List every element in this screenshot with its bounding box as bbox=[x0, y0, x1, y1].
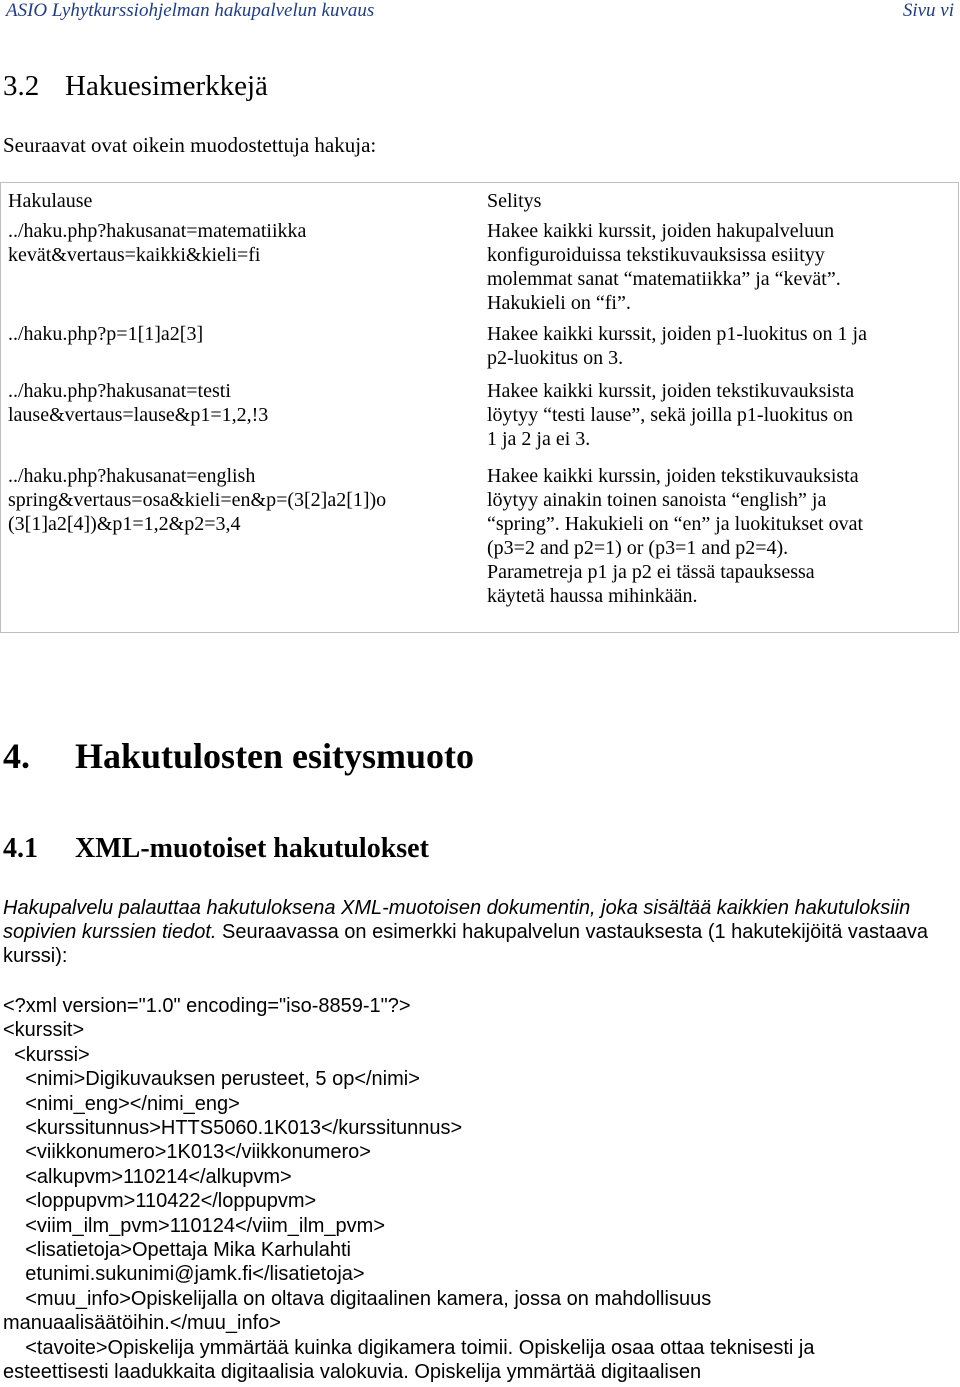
xml-line: <kurssitunnus>HTTS5060.1K013</kurssitunnus> bbox=[3, 1117, 463, 1140]
xml-line: <kurssi> bbox=[3, 1043, 90, 1066]
examples-table bbox=[0, 182, 959, 633]
section-title: XML-muotoiset hakutulokset bbox=[75, 833, 429, 864]
section-number: 3.2 bbox=[3, 70, 40, 102]
xml-line: <viikkonumero>1K013</viikkonumero> bbox=[3, 1141, 371, 1164]
xml-line: manuaalisäätöihin.</muu_info> bbox=[3, 1312, 281, 1335]
query-cell: ../haku.php?hakusanat=testi lause&vertaus=lause&p1=1,2,!3 bbox=[8, 380, 269, 426]
xml-line: <lisatietoja>Opettaja Mika Karhulahti bbox=[3, 1239, 351, 1262]
section-title: Hakutulosten esitysmuoto bbox=[75, 736, 475, 776]
section-heading-3-2 bbox=[3, 70, 268, 103]
section-number: 4. bbox=[3, 736, 30, 776]
xml-line: etunimi.sukunimi@jamk.fi</lisatietoja> bbox=[3, 1263, 365, 1286]
explanation-cell: Hakee kaikki kurssit, joiden tekstikuvauksista löytyy “testi lause”, sekä joilla p1-luokitus on 1 ja 2 ja ei 3. bbox=[487, 380, 855, 450]
xml-line: <kurssit> bbox=[3, 1019, 85, 1042]
xml-example bbox=[3, 994, 953, 1385]
explanation-cell: Hakee kaikki kurssin, joiden tekstikuvauksista löytyy ainakin toinen sanoista “english” ja “spring”. Hakukieli on “en” ja luokitukset ovat (p3=2 and p2=1) or (p3=1 and p2=4). Parametreja p1 ja p2 ei tässä tapauksessa käytetä haussa mihinkään. bbox=[487, 465, 864, 607]
section-number: 4.1 bbox=[3, 833, 38, 864]
table-row bbox=[1, 219, 958, 322]
xml-line: <alkupvm>110214</alkupvm> bbox=[3, 1165, 292, 1188]
table-header-row bbox=[1, 183, 958, 219]
page-header bbox=[0, 0, 960, 24]
column-header-query: Hakulause bbox=[8, 190, 93, 212]
explanation-cell: Hakee kaikki kurssit, joiden p1-luokitus on 1 ja p2-luokitus on 3. bbox=[487, 323, 867, 369]
document-title: ASIO Lyhytkurssiohjelman hakupalvelun kuvaus bbox=[6, 0, 375, 21]
xml-line: <tavoite>Opiskelija ymmärtää kuinka digikamera toimii. Opiskelija osaa ottaa teknisesti ja bbox=[3, 1336, 815, 1359]
paragraph-normal-part: Seuraavassa on esimerkki hakupalvelun vastauksesta (1 hakutekijöitä vastaava kurssi): bbox=[3, 921, 928, 967]
query-cell: ../haku.php?hakusanat=english spring&vertaus=osa&kieli=en&p=(3[2]a2[1])o (3[1]a2[4])&p1=1,2&p2=3,4 bbox=[8, 465, 387, 535]
section-heading-4-1 bbox=[3, 833, 429, 865]
column-header-explanation: Selitys bbox=[487, 190, 542, 212]
xml-line: <nimi_eng></nimi_eng> bbox=[3, 1092, 240, 1115]
xml-line: <muu_info>Opiskelijalla on oltava digitaalinen kamera, jossa on mahdollisuus bbox=[3, 1287, 712, 1310]
xml-line: <viim_ilm_pvm>110124</viim_ilm_pvm> bbox=[3, 1214, 386, 1237]
table-row bbox=[1, 322, 958, 379]
paragraph-italic-part: Hakupalvelu palauttaa hakutuloksena XML-muotoisen dokumentin, joka sisältää kaikkien hakutuloksiin sopivien kurssien tiedot. bbox=[3, 897, 911, 943]
query-cell: ../haku.php?p=1[1]a2[3] bbox=[8, 323, 204, 345]
query-cell: ../haku.php?hakusanat=matematiikka kevät&vertaus=kaikki&kieli=fi bbox=[8, 220, 307, 266]
description-paragraph bbox=[3, 896, 953, 968]
page-number: Sivu vi bbox=[902, 0, 954, 21]
section-heading-4 bbox=[3, 735, 474, 777]
table-row bbox=[1, 464, 958, 632]
xml-line: <?xml version="1.0" encoding="iso-8859-1"?> bbox=[3, 995, 411, 1017]
xml-line: <loppupvm>110422</loppupvm> bbox=[3, 1190, 317, 1213]
explanation-cell: Hakee kaikki kurssit, joiden hakupalveluun konfiguroiduissa tekstikuvauksissa esiityy molemmat sanat “matematiikka” ja “kevät”. Hakukieli on “fi”. bbox=[487, 220, 841, 314]
xml-line: <nimi>Digikuvauksen perusteet, 5 op</nimi> bbox=[3, 1068, 420, 1091]
xml-line: esteettisesti laadukkaita digitaalisia valokuvia. Opiskelija ymmärtää digitaalisen bbox=[3, 1361, 702, 1384]
table-row bbox=[1, 379, 958, 464]
intro-text: Seuraavat ovat oikein muodostettuja hakuja: bbox=[3, 133, 377, 157]
section-title: Hakuesimerkkejä bbox=[65, 70, 268, 102]
